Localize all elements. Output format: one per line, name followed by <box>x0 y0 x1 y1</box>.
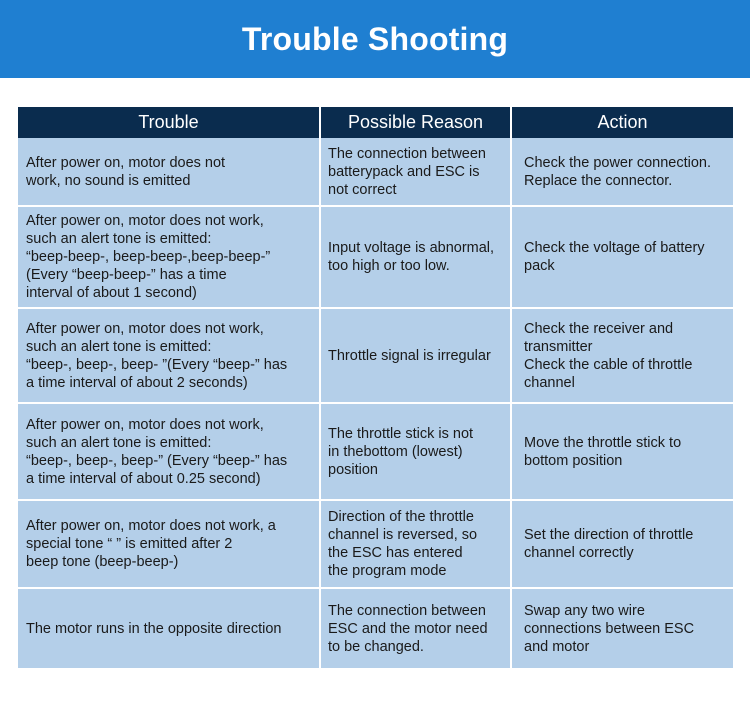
action-cell: Check the voltage of battery pack <box>511 206 733 308</box>
table-row <box>18 500 733 588</box>
table-row <box>18 403 733 500</box>
column-header-possible-reason: Possible Reason <box>320 107 511 138</box>
page-title: Trouble Shooting <box>241 20 509 57</box>
reason-cell: The throttle stick is not in thebottom (lowest) position <box>320 403 511 500</box>
column-header-trouble: Trouble <box>18 107 320 138</box>
table-row <box>18 588 733 668</box>
action-cell: Check the receiver and transmitter Check the cable of throttle channel <box>511 308 733 403</box>
reason-cell: The connection between ESC and the motor need to be changed. <box>320 588 511 668</box>
trouble-cell: After power on, motor does not work, such an alert tone is emitted: “beep-beep-, beep-beep-,beep-beep-” (Every “beep-beep-” has a time interval of about 1 second) <box>18 206 320 308</box>
trouble-cell: The motor runs in the opposite direction <box>18 588 320 668</box>
column-header-action: Action <box>511 107 733 138</box>
trouble-cell: After power on, motor does not work, a special tone “ ” is emitted after 2 beep tone (beep-beep-) <box>18 500 320 588</box>
reason-cell: The connection between batterypack and ESC is not correct <box>320 138 511 206</box>
table-row <box>18 138 733 206</box>
trouble-cell: After power on, motor does not work, such an alert tone is emitted: “beep-, beep-, beep- ”(Every “beep-” has a time interval of about 2 seconds) <box>18 308 320 403</box>
action-cell: Swap any two wire connections between ESC and motor <box>511 588 733 668</box>
action-cell: Check the power connection. Replace the connector. <box>511 138 733 206</box>
title-banner <box>0 0 750 78</box>
reason-cell: Direction of the throttle channel is reversed, so the ESC has entered the program mode <box>320 500 511 588</box>
table-row <box>18 206 733 308</box>
reason-cell: Input voltage is abnormal, too high or too low. <box>320 206 511 308</box>
reason-cell: Throttle signal is irregular <box>320 308 511 403</box>
troubleshooting-table-container <box>18 107 733 668</box>
action-cell: Set the direction of throttle channel correctly <box>511 500 733 588</box>
table-row <box>18 308 733 403</box>
action-cell: Move the throttle stick to bottom position <box>511 403 733 500</box>
troubleshooting-table <box>18 107 733 668</box>
table-header-row <box>18 107 733 138</box>
trouble-cell: After power on, motor does not work, no sound is emitted <box>18 138 320 206</box>
trouble-cell: After power on, motor does not work, such an alert tone is emitted: “beep-, beep-, beep-” (Every “beep-” has a time interval of about 0.25 second) <box>18 403 320 500</box>
